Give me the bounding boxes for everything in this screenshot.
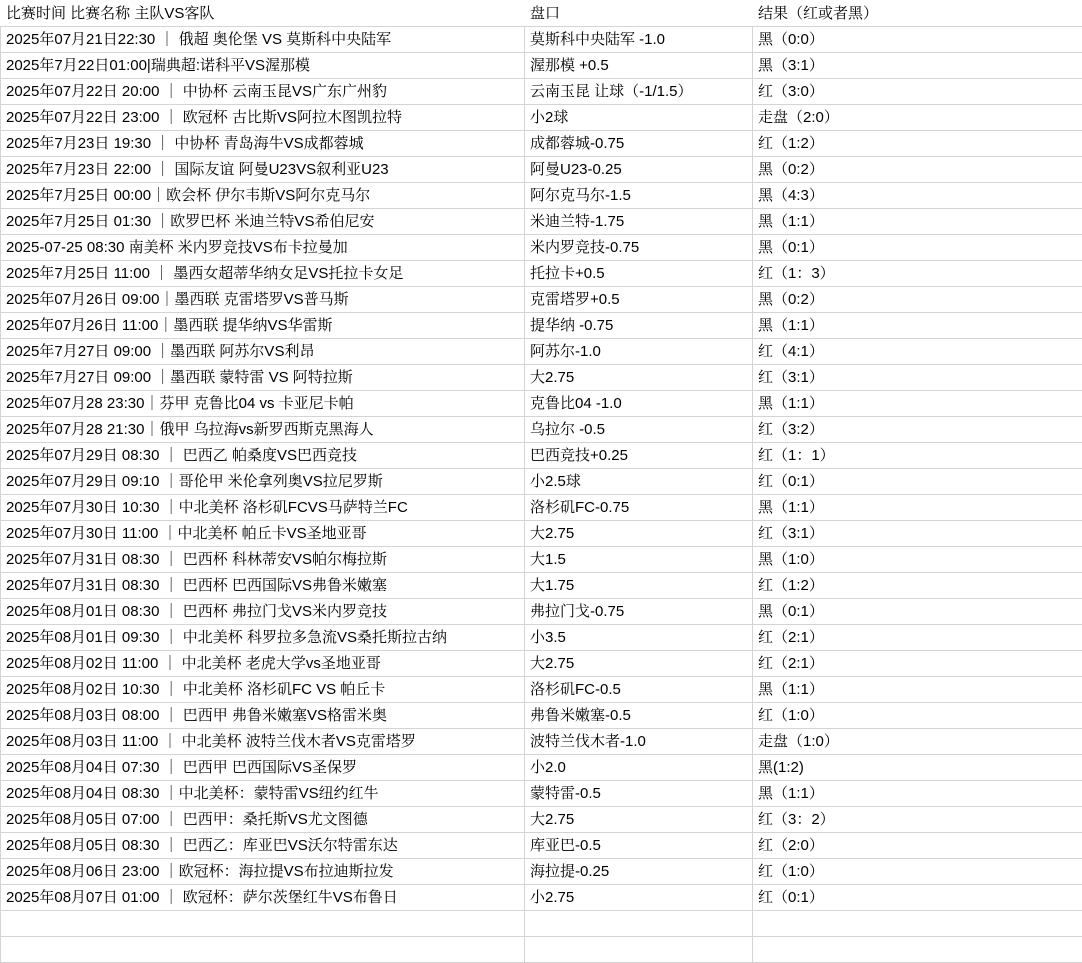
table-row bbox=[1, 53, 1082, 79]
cell-match: 2025-07-25 08:30 南美杯 米内罗竞技VS布卡拉曼加 bbox=[1, 235, 525, 261]
cell-match: 2025年08月05日 08:30 ｜ 巴西乙：库亚巴VS沃尔特雷东达 bbox=[1, 833, 525, 859]
column-header-line: 盘口 bbox=[525, 1, 753, 27]
table-row bbox=[1, 703, 1082, 729]
table-row bbox=[1, 781, 1082, 807]
cell-match: 2025年08月05日 07:00 ｜ 巴西甲：桑托斯VS尤文图德 bbox=[1, 807, 525, 833]
cell-result: 黑（1:1） bbox=[753, 313, 1082, 339]
cell-result: 黑(1:2) bbox=[753, 755, 1082, 781]
cell-match: 2025年08月07日 01:00 ｜ 欧冠杯：萨尔茨堡红牛VS布鲁日 bbox=[1, 885, 525, 911]
table-row bbox=[1, 157, 1082, 183]
cell-result: 红（1:0） bbox=[753, 703, 1082, 729]
cell-result: 红（1：1） bbox=[753, 443, 1082, 469]
cell-match: 2025年07月29日 08:30 ｜ 巴西乙 帕桑度VS巴西竞技 bbox=[1, 443, 525, 469]
cell-match: 2025年07月31日 08:30 ｜ 巴西杯 科林蒂安VS帕尔梅拉斯 bbox=[1, 547, 525, 573]
cell-match: 2025年7月23日 19:30 ｜ 中协杯 青岛海牛VS成都蓉城 bbox=[1, 131, 525, 157]
cell-match: 2025年08月01日 08:30 ｜ 巴西杯 弗拉门戈VS米内罗竞技 bbox=[1, 599, 525, 625]
cell-match: 2025年08月06日 23:00 ｜欧冠杯：海拉提VS布拉迪斯拉发 bbox=[1, 859, 525, 885]
cell-result: 红（3:1） bbox=[753, 365, 1082, 391]
cell-match: 2025年07月28 23:30｜芬甲 克鲁比04 vs 卡亚尼卡帕 bbox=[1, 391, 525, 417]
cell-match: 2025年7月22日01:00|瑞典超:诺科平VS渥那模 bbox=[1, 53, 525, 79]
cell-line: 大1.75 bbox=[525, 573, 753, 599]
table-row bbox=[1, 105, 1082, 131]
cell-result: 黑（0:2） bbox=[753, 287, 1082, 313]
table-row bbox=[1, 391, 1082, 417]
table-row bbox=[1, 235, 1082, 261]
table-row-empty bbox=[1, 911, 1082, 937]
cell-result: 红（2:1） bbox=[753, 651, 1082, 677]
cell-line: 云南玉昆 让球（-1/1.5） bbox=[525, 79, 753, 105]
table-row bbox=[1, 859, 1082, 885]
cell-result: 红（3:1） bbox=[753, 521, 1082, 547]
table-row bbox=[1, 287, 1082, 313]
cell-line: 巴西竞技+0.25 bbox=[525, 443, 753, 469]
cell-match: 2025年08月01日 09:30 ｜ 中北美杯 科罗拉多急流VS桑托斯拉古纳 bbox=[1, 625, 525, 651]
table-row bbox=[1, 79, 1082, 105]
table-row-empty bbox=[1, 937, 1082, 963]
table-row bbox=[1, 365, 1082, 391]
cell-line: 洛杉矶FC-0.75 bbox=[525, 495, 753, 521]
cell-result: 红（0:1） bbox=[753, 885, 1082, 911]
table-row bbox=[1, 521, 1082, 547]
cell-match: 2025年07月30日 10:30 ｜中北美杯 洛杉矶FCVS马萨特兰FC bbox=[1, 495, 525, 521]
cell-empty bbox=[525, 911, 753, 937]
table-row bbox=[1, 755, 1082, 781]
cell-line: 提华纳 -0.75 bbox=[525, 313, 753, 339]
cell-result: 黑（1:1） bbox=[753, 209, 1082, 235]
cell-empty bbox=[1, 937, 525, 963]
table-row bbox=[1, 729, 1082, 755]
table-row bbox=[1, 131, 1082, 157]
table-row bbox=[1, 885, 1082, 911]
cell-match: 2025年08月03日 11:00 ｜ 中北美杯 波特兰伐木者VS克雷塔罗 bbox=[1, 729, 525, 755]
cell-line: 乌拉尔 -0.5 bbox=[525, 417, 753, 443]
cell-line: 大1.5 bbox=[525, 547, 753, 573]
cell-line: 米内罗竞技-0.75 bbox=[525, 235, 753, 261]
cell-result: 红（1:0） bbox=[753, 859, 1082, 885]
cell-line: 阿苏尔-1.0 bbox=[525, 339, 753, 365]
cell-line: 小2.75 bbox=[525, 885, 753, 911]
table-header-row bbox=[1, 1, 1082, 27]
cell-line: 大2.75 bbox=[525, 365, 753, 391]
cell-result: 黑（0:1） bbox=[753, 235, 1082, 261]
cell-line: 大2.75 bbox=[525, 521, 753, 547]
cell-result: 黑（4:3） bbox=[753, 183, 1082, 209]
cell-line: 小2球 bbox=[525, 105, 753, 131]
cell-match: 2025年08月02日 11:00 ｜ 中北美杯 老虎大学vs圣地亚哥 bbox=[1, 651, 525, 677]
table-row bbox=[1, 677, 1082, 703]
cell-line: 克雷塔罗+0.5 bbox=[525, 287, 753, 313]
cell-result: 黑（1:1） bbox=[753, 391, 1082, 417]
cell-line: 库亚巴-0.5 bbox=[525, 833, 753, 859]
cell-result: 红（3:2） bbox=[753, 417, 1082, 443]
cell-empty bbox=[525, 937, 753, 963]
table-body bbox=[1, 1, 1082, 963]
cell-result: 红（1:2） bbox=[753, 131, 1082, 157]
table-row bbox=[1, 313, 1082, 339]
cell-result: 走盘（2:0） bbox=[753, 105, 1082, 131]
cell-match: 2025年07月21日22:30 ｜ 俄超 奥伦堡 VS 莫斯科中央陆军 bbox=[1, 27, 525, 53]
cell-line: 海拉提-0.25 bbox=[525, 859, 753, 885]
table-row bbox=[1, 833, 1082, 859]
cell-result: 黑（1:0） bbox=[753, 547, 1082, 573]
cell-match: 2025年07月29日 09:10 ｜哥伦甲 米伦拿列奥VS拉尼罗斯 bbox=[1, 469, 525, 495]
cell-result: 黑（3:1） bbox=[753, 53, 1082, 79]
cell-result: 红（2:0） bbox=[753, 833, 1082, 859]
table-row bbox=[1, 27, 1082, 53]
cell-match: 2025年08月02日 10:30 ｜ 中北美杯 洛杉矶FC VS 帕丘卡 bbox=[1, 677, 525, 703]
table-row bbox=[1, 443, 1082, 469]
table-row bbox=[1, 261, 1082, 287]
cell-match: 2025年7月27日 09:00 ｜墨西联 阿苏尔VS利昂 bbox=[1, 339, 525, 365]
table-row bbox=[1, 469, 1082, 495]
cell-line: 波特兰伐木者-1.0 bbox=[525, 729, 753, 755]
cell-line: 成都蓉城-0.75 bbox=[525, 131, 753, 157]
cell-match: 2025年7月25日 01:30 ｜欧罗巴杯 米迪兰特VS希伯尼安 bbox=[1, 209, 525, 235]
cell-line: 大2.75 bbox=[525, 651, 753, 677]
column-header-result: 结果（红或者黑） bbox=[753, 1, 1082, 27]
cell-line: 大2.75 bbox=[525, 807, 753, 833]
cell-result: 红（4:1） bbox=[753, 339, 1082, 365]
cell-line: 阿曼U23-0.25 bbox=[525, 157, 753, 183]
cell-empty bbox=[1, 911, 525, 937]
cell-match: 2025年07月26日 09:00｜墨西联 克雷塔罗VS普马斯 bbox=[1, 287, 525, 313]
cell-match: 2025年7月23日 22:00 ｜ 国际友谊 阿曼U23VS叙利亚U23 bbox=[1, 157, 525, 183]
table-row bbox=[1, 417, 1082, 443]
cell-empty bbox=[753, 911, 1082, 937]
table-row bbox=[1, 625, 1082, 651]
cell-line: 托拉卡+0.5 bbox=[525, 261, 753, 287]
cell-match: 2025年07月22日 23:00 ｜ 欧冠杯 古比斯VS阿拉木图凯拉特 bbox=[1, 105, 525, 131]
table-row bbox=[1, 807, 1082, 833]
cell-line: 小3.5 bbox=[525, 625, 753, 651]
cell-line: 蒙特雷-0.5 bbox=[525, 781, 753, 807]
cell-result: 黑（1:1） bbox=[753, 781, 1082, 807]
cell-result: 红（1：3） bbox=[753, 261, 1082, 287]
cell-line: 克鲁比04 -1.0 bbox=[525, 391, 753, 417]
cell-line: 洛杉矶FC-0.5 bbox=[525, 677, 753, 703]
cell-result: 黑（0:1） bbox=[753, 599, 1082, 625]
cell-result: 红（3：2） bbox=[753, 807, 1082, 833]
cell-result: 红（2:1） bbox=[753, 625, 1082, 651]
cell-result: 红（3:0） bbox=[753, 79, 1082, 105]
cell-result: 红（1:2） bbox=[753, 573, 1082, 599]
cell-line: 小2.0 bbox=[525, 755, 753, 781]
cell-result: 走盘（1:0） bbox=[753, 729, 1082, 755]
table-row bbox=[1, 573, 1082, 599]
table-row bbox=[1, 547, 1082, 573]
cell-match: 2025年7月25日 00:00｜欧会杯 伊尔韦斯VS阿尔克马尔 bbox=[1, 183, 525, 209]
cell-match: 2025年07月26日 11:00｜墨西联 提华纳VS华雷斯 bbox=[1, 313, 525, 339]
cell-line: 弗鲁米嫩塞-0.5 bbox=[525, 703, 753, 729]
table-row bbox=[1, 495, 1082, 521]
cell-line: 渥那模 +0.5 bbox=[525, 53, 753, 79]
cell-match: 2025年7月25日 11:00 ｜ 墨西女超蒂华纳女足VS托拉卡女足 bbox=[1, 261, 525, 287]
table-row bbox=[1, 209, 1082, 235]
cell-match: 2025年07月28 21:30｜俄甲 乌拉海vs新罗西斯克黑海人 bbox=[1, 417, 525, 443]
cell-match: 2025年08月04日 07:30 ｜ 巴西甲 巴西国际VS圣保罗 bbox=[1, 755, 525, 781]
cell-result: 黑（1:1） bbox=[753, 677, 1082, 703]
cell-result: 黑（1:1） bbox=[753, 495, 1082, 521]
cell-match: 2025年7月27日 09:00 ｜墨西联 蒙特雷 VS 阿特拉斯 bbox=[1, 365, 525, 391]
cell-result: 黑（0:2） bbox=[753, 157, 1082, 183]
cell-line: 莫斯科中央陆军 -1.0 bbox=[525, 27, 753, 53]
column-header-match: 比赛时间 比赛名称 主队VS客队 bbox=[1, 1, 525, 27]
cell-match: 2025年07月30日 11:00 ｜中北美杯 帕丘卡VS圣地亚哥 bbox=[1, 521, 525, 547]
cell-line: 弗拉门戈-0.75 bbox=[525, 599, 753, 625]
cell-line: 米迪兰特-1.75 bbox=[525, 209, 753, 235]
table-row bbox=[1, 651, 1082, 677]
cell-match: 2025年08月04日 08:30 ｜中北美杯：蒙特雷VS纽约红牛 bbox=[1, 781, 525, 807]
table-row bbox=[1, 183, 1082, 209]
cell-line: 阿尔克马尔-1.5 bbox=[525, 183, 753, 209]
table-row bbox=[1, 339, 1082, 365]
cell-match: 2025年07月22日 20:00 ｜ 中协杯 云南玉昆VS广东广州豹 bbox=[1, 79, 525, 105]
table-row bbox=[1, 599, 1082, 625]
cell-match: 2025年07月31日 08:30 ｜ 巴西杯 巴西国际VS弗鲁米嫩塞 bbox=[1, 573, 525, 599]
cell-line: 小2.5球 bbox=[525, 469, 753, 495]
cell-match: 2025年08月03日 08:00 ｜ 巴西甲 弗鲁米嫩塞VS格雷米奥 bbox=[1, 703, 525, 729]
cell-result: 红（0:1） bbox=[753, 469, 1082, 495]
cell-result: 黑（0:0） bbox=[753, 27, 1082, 53]
cell-empty bbox=[753, 937, 1082, 963]
